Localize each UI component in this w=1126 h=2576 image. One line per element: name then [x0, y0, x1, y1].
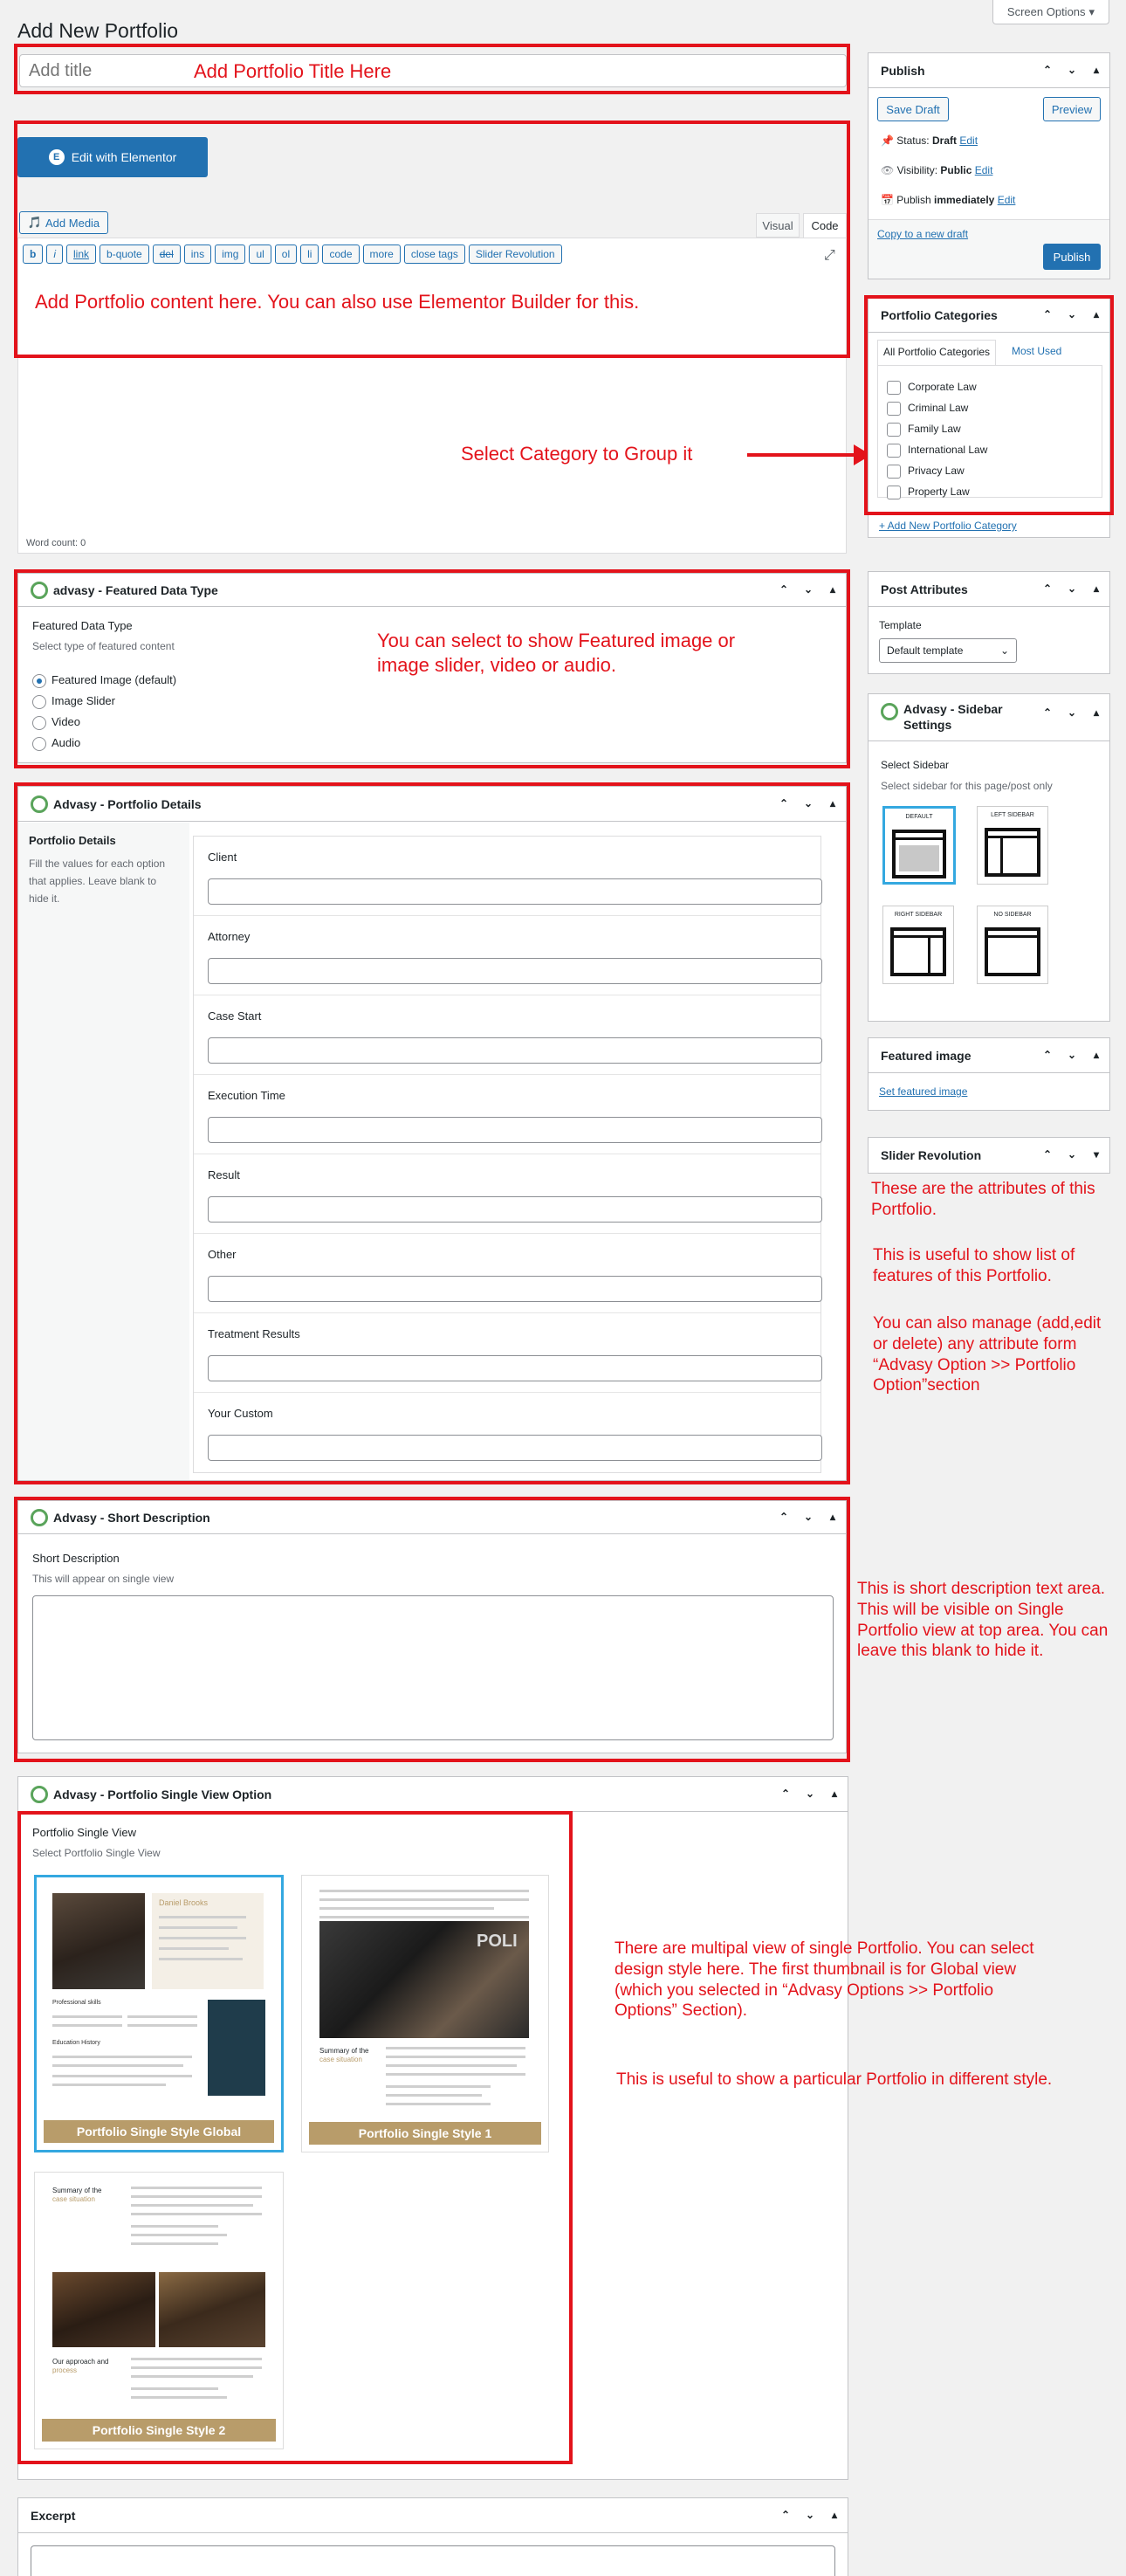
thumb-police: POLI [477, 1932, 518, 1951]
portfolio-details-box [17, 786, 847, 1481]
qt-ins[interactable]: ins [184, 245, 211, 264]
title-input[interactable] [19, 54, 847, 87]
category-international-law[interactable] [887, 439, 1093, 460]
category-family-law[interactable] [887, 418, 1093, 439]
toggle-icon[interactable]: ▾ [1093, 1148, 1100, 1161]
screen-options-label: Screen Options [1006, 5, 1086, 18]
featured-image-box [868, 1037, 1110, 1111]
categories-title: Portfolio Categories [881, 307, 998, 322]
arrow-up-icon[interactable]: ⌃ [1042, 308, 1053, 320]
box-controls [778, 1511, 839, 1523]
tab-all-categories[interactable]: All Portfolio Categories [877, 340, 996, 366]
radio-label: Image Slider [51, 694, 115, 707]
advasy-logo-icon [31, 796, 48, 813]
arrow-up-icon[interactable]: ⌃ [780, 1787, 791, 1800]
layout-default-label: DEFAULT [905, 814, 933, 820]
single-view-label: Portfolio Single View [32, 1826, 136, 1839]
short-desc-desc: This will appear on single view [32, 1573, 175, 1585]
category-arrow [747, 453, 857, 457]
template-value: Default template [887, 644, 964, 657]
field-treatment-results [194, 1313, 820, 1393]
text-line [386, 2073, 525, 2076]
sidebar-settings-box [868, 693, 1110, 1022]
thumb-process: process [52, 2366, 78, 2374]
visibility-label: Visibility: [896, 164, 938, 176]
dark-card [208, 2000, 265, 2096]
text-line [319, 1898, 529, 1901]
category-privacy-law[interactable] [887, 460, 1093, 481]
short-desc-title: Advasy - Short Description [53, 1510, 210, 1525]
field-result [194, 1154, 820, 1234]
toggle-icon[interactable]: ▴ [829, 583, 836, 596]
qt-more[interactable]: more [363, 245, 401, 264]
style-2-thumb[interactable] [34, 2172, 284, 2449]
qt-i[interactable]: i [46, 245, 63, 264]
toggle-icon[interactable]: ▴ [1093, 1049, 1100, 1061]
checkbox [887, 381, 901, 395]
text-line [131, 2213, 262, 2215]
preview-button[interactable]: Preview [1043, 97, 1101, 121]
category-criminal-law[interactable] [887, 397, 1093, 418]
media-icon: 🎵 [27, 216, 43, 229]
advasy-logo-icon [31, 1509, 48, 1526]
field-client [194, 837, 820, 916]
caret-down-icon: ▾ [1088, 4, 1095, 18]
template-select[interactable] [879, 638, 1017, 663]
thumb-pro: Professional skills [52, 2000, 101, 2006]
short-desc-label: Short Description [32, 1552, 120, 1565]
toggle-icon[interactable]: ▴ [831, 2509, 838, 2521]
field-label: Result [208, 1168, 240, 1181]
arrow-down-icon[interactable]: ⌄ [1067, 64, 1077, 76]
radio-dot [32, 674, 46, 688]
text-line [52, 2075, 192, 2077]
featured-type-label: Featured Data Type [32, 619, 133, 632]
thumb-name: Daniel Brooks [159, 1898, 209, 1907]
category-label: Corporate Law [908, 381, 977, 393]
publish-label: Publish [896, 194, 931, 206]
other-input[interactable] [208, 1276, 822, 1302]
layout-left-label: LEFT SIDEBAR [991, 812, 1034, 818]
excerpt-textarea[interactable] [31, 2545, 835, 2576]
publish-title: Publish [881, 63, 925, 78]
style-global-caption: Portfolio Single Style Global [44, 2120, 274, 2143]
sidebar-label: Select Sidebar [881, 759, 950, 771]
arrow-up-icon[interactable]: ⌃ [1042, 582, 1053, 595]
radio-video[interactable] [32, 712, 176, 733]
text-line [131, 2195, 262, 2198]
text-line [319, 1916, 529, 1918]
your-custom-input[interactable] [208, 1435, 822, 1461]
category-property-law[interactable] [887, 481, 1093, 502]
text-line [52, 2084, 166, 2086]
text-line [131, 2242, 218, 2245]
elementor-icon: E [49, 149, 65, 165]
post-attributes-header [869, 572, 1109, 607]
qt-ul[interactable]: ul [249, 245, 271, 264]
details-fields [193, 836, 821, 1473]
toggle-icon[interactable]: ▴ [831, 1787, 838, 1800]
portrait-image [52, 1893, 145, 1989]
status-row [881, 134, 978, 147]
profile-card [152, 1893, 264, 1989]
attributes-annotation-2: This is useful to show list of features of this Portfolio. [873, 1246, 1075, 1285]
short-desc-box [17, 1500, 847, 1753]
qt-li[interactable]: li [300, 245, 319, 264]
thumb-summary-2: Summary of the [52, 2187, 102, 2194]
slider-revolution-header [869, 1138, 1109, 1173]
word-count: Word count: 0 [26, 538, 86, 548]
arrow-down-icon[interactable]: ⌄ [1067, 1049, 1077, 1061]
publish-header [869, 53, 1109, 88]
slider-revolution-title: Slider Revolution [881, 1148, 982, 1162]
field-label: Your Custom [208, 1407, 273, 1420]
single-view-header [18, 1777, 848, 1812]
arrow-up-icon[interactable]: ⌃ [1042, 706, 1053, 719]
text-line [319, 1890, 529, 1892]
client-input[interactable] [208, 878, 822, 905]
arrow-up-icon[interactable]: ⌃ [779, 583, 789, 596]
arrow-up-icon[interactable]: ⌃ [1042, 1148, 1053, 1161]
field-execution-time [194, 1075, 820, 1154]
category-list [877, 365, 1102, 498]
publish-row [881, 194, 1015, 206]
text-line [159, 1937, 246, 1939]
field-label: Other [208, 1248, 237, 1261]
sidebar-desc: Select sidebar for this page/post only [881, 780, 1053, 792]
skill-bar [127, 2015, 197, 2018]
qt-code[interactable]: code [322, 245, 359, 264]
text-line [131, 2204, 253, 2207]
checkbox [887, 444, 901, 458]
arrow-down-icon[interactable]: ⌄ [803, 1511, 814, 1523]
eye-icon: 👁 [881, 164, 897, 176]
featured-type-options [32, 670, 176, 754]
box-controls [778, 797, 839, 809]
arrow-up-icon[interactable]: ⌃ [780, 2509, 791, 2521]
category-label: International Law [908, 444, 988, 456]
qt-bquote[interactable]: b-quote [100, 245, 149, 264]
arrow-down-icon[interactable]: ⌄ [805, 1787, 815, 1800]
text-line [159, 1926, 237, 1929]
radio-label: Audio [51, 736, 81, 749]
layout-none-label: NO SIDEBAR [993, 912, 1032, 918]
visibility-value: Public [940, 164, 972, 176]
fullscreen-icon[interactable]: ⤢ [824, 248, 835, 263]
box-controls [1041, 308, 1102, 320]
arrow-down-icon[interactable]: ⌄ [805, 2509, 815, 2521]
excerpt-header [18, 2498, 848, 2533]
text-line [386, 2094, 482, 2097]
qt-b[interactable]: b [23, 245, 43, 264]
text-line [131, 2234, 227, 2236]
box-controls [1041, 1148, 1102, 1161]
status-edit-link[interactable]: Edit [959, 134, 978, 147]
field-your-custom [194, 1393, 820, 1472]
style-1-thumb[interactable] [301, 1875, 549, 2152]
chevron-down-icon: ⌄ [999, 644, 1009, 657]
tab-code[interactable]: Code [803, 213, 847, 238]
arrow-up-icon[interactable]: ⌃ [779, 1511, 789, 1523]
pin-icon: 📌 [881, 134, 897, 147]
single-view-box [17, 1776, 848, 2480]
toggle-icon[interactable]: ▴ [1093, 308, 1100, 320]
featured-image-title: Featured image [881, 1048, 972, 1063]
style-1-caption: Portfolio Single Style 1 [309, 2122, 541, 2145]
text-line [131, 2187, 262, 2189]
arrow-down-icon[interactable]: ⌄ [1067, 1148, 1077, 1161]
radio-image-slider[interactable] [32, 691, 176, 712]
sidebar-settings-title: Advasy - Sidebar Settings [903, 702, 1003, 732]
sidebar-settings-header [869, 694, 1109, 741]
publish-button[interactable]: Publish [1043, 244, 1101, 270]
radio-featured-image[interactable] [32, 670, 176, 691]
layout-no-sidebar[interactable] [977, 906, 1048, 984]
text-line [386, 2103, 491, 2105]
categories-header [869, 298, 1109, 333]
template-label: Template [879, 619, 922, 631]
style-global-thumb[interactable] [34, 1875, 284, 2152]
add-media-label: Add Media [45, 216, 100, 230]
checkbox [887, 465, 901, 479]
publish-value: immediately [933, 194, 995, 206]
excerpt-box [17, 2497, 848, 2576]
layout-none-icon [985, 927, 1040, 976]
box-controls [779, 2509, 841, 2521]
text-line [131, 2375, 253, 2378]
qt-ol[interactable]: ol [275, 245, 297, 264]
box-controls [1041, 64, 1102, 76]
toggle-icon[interactable]: ▴ [1093, 64, 1100, 76]
elementor-button[interactable] [17, 137, 208, 177]
field-other [194, 1234, 820, 1313]
radio-audio[interactable] [32, 733, 176, 754]
qt-slider-revolution[interactable]: Slider Revolution [469, 245, 562, 264]
radio-dot [32, 737, 46, 751]
short-desc-textarea[interactable] [32, 1595, 834, 1740]
category-corporate-law[interactable] [887, 376, 1093, 397]
toggle-icon[interactable]: ▴ [1093, 582, 1100, 595]
text-line [131, 2366, 262, 2369]
field-label: Treatment Results [208, 1327, 300, 1340]
arrow-up-icon[interactable]: ⌃ [1042, 64, 1053, 76]
visibility-edit-link[interactable]: Edit [974, 164, 993, 176]
post-attributes-box [868, 571, 1110, 674]
toggle-icon[interactable]: ▴ [1093, 706, 1100, 719]
text-line [131, 2387, 218, 2390]
field-attorney [194, 916, 820, 995]
quicktags-toolbar [23, 245, 566, 264]
category-label: Family Law [908, 423, 961, 435]
box-controls [1041, 706, 1102, 719]
text-line [386, 2085, 491, 2088]
radio-dot [32, 695, 46, 709]
text-line [52, 2056, 192, 2058]
arrow-down-icon[interactable]: ⌄ [803, 797, 814, 809]
layout-right-sidebar[interactable] [882, 906, 954, 984]
result-input[interactable] [208, 1196, 822, 1223]
advasy-logo-icon [31, 582, 48, 599]
layout-right-icon [890, 927, 946, 976]
set-featured-image-link[interactable]: Set featured image [879, 1085, 968, 1098]
layout-default[interactable] [882, 806, 956, 885]
excerpt-title: Excerpt [31, 2508, 76, 2523]
checkbox [887, 423, 901, 437]
text-line [159, 1916, 246, 1918]
thumb-summary-1: Summary of the [319, 2047, 369, 2055]
advasy-logo-icon [881, 703, 898, 720]
box-controls [1041, 1049, 1102, 1061]
short-desc-annotation: This is short description text area. This will be visible on Single Portfolio view at top area. You can leave this blank to hide it. [857, 1580, 1109, 1661]
qt-del[interactable]: del [153, 245, 181, 264]
thumb-edu: Education History [52, 2040, 100, 2046]
portfolio-details-title: Advasy - Portfolio Details [53, 796, 202, 811]
layout-default-icon [892, 830, 946, 878]
skill-bar [52, 2024, 122, 2027]
box-controls [1041, 582, 1102, 595]
post-attributes-title: Post Attributes [881, 582, 968, 596]
box-controls [779, 1787, 841, 1800]
layout-left-icon [985, 828, 1040, 877]
categories-box [868, 297, 1110, 538]
attorney-input[interactable] [208, 958, 822, 984]
text-line [131, 2358, 262, 2360]
thumb-approach: Our approach and [52, 2358, 109, 2366]
featured-type-desc: Select type of featured content [32, 640, 175, 652]
status-value: Draft [931, 134, 957, 147]
page-title: Add New Portfolio [17, 19, 179, 42]
elementor-label: Edit with Elementor [71, 150, 177, 164]
publish-edit-link[interactable]: Edit [997, 194, 1016, 206]
skill-bar [52, 2015, 122, 2018]
radio-dot [32, 716, 46, 730]
text-line [131, 2396, 227, 2399]
single-view-annotation-2: This is useful to show a particular Portfolio in different style. [616, 2070, 1053, 2089]
save-draft-button[interactable]: Save Draft [877, 97, 949, 121]
checkbox [887, 402, 901, 416]
skill-bar [127, 2024, 197, 2027]
publish-box [868, 52, 1110, 279]
tab-visual[interactable]: Visual [756, 213, 800, 238]
slider-revolution-box [868, 1137, 1110, 1174]
text-line [159, 1947, 229, 1950]
add-category-link[interactable]: + Add New Portfolio Category [879, 520, 1017, 532]
layout-right-label: RIGHT SIDEBAR [894, 912, 943, 918]
qt-link[interactable]: link [66, 245, 96, 264]
featured-type-title: advasy - Featured Data Type [53, 582, 218, 597]
text-line [131, 2225, 218, 2228]
details-side-label: Portfolio Details [29, 834, 116, 847]
radio-label: Featured Image (default) [51, 673, 177, 686]
text-line [319, 1907, 494, 1910]
category-annotation: Select Category to Group it [461, 443, 693, 465]
thumb-case-2: case situation [52, 2195, 95, 2203]
copy-draft-link[interactable]: Copy to a new draft [877, 228, 969, 240]
field-label: Attorney [208, 930, 251, 943]
category-label: Criminal Law [908, 402, 969, 414]
text-line [159, 1958, 243, 1960]
layout-left-sidebar[interactable] [977, 806, 1048, 885]
radio-label: Video [51, 715, 81, 728]
arrow-down-icon[interactable]: ⌄ [803, 583, 814, 596]
status-label: Status: [896, 134, 930, 147]
qt-img[interactable]: img [215, 245, 245, 264]
text-line [52, 2064, 183, 2067]
thumb-case-1: case situation [319, 2056, 362, 2063]
text-line [386, 2047, 525, 2049]
featured-annotation: You can select to show Featured image or image slider, video or audio. [377, 630, 736, 676]
attributes-annotation-1: These are the attributes of this Portfolio. [871, 1180, 1095, 1219]
text-line [386, 2056, 525, 2058]
single-view-title: Advasy - Portfolio Single View Option [53, 1787, 272, 1801]
tab-most-used[interactable]: Most Used [1012, 345, 1062, 357]
screen-options-button[interactable] [992, 0, 1109, 24]
title-annotation: Add Portfolio Title Here [194, 60, 392, 82]
arrow-down-icon[interactable]: ⌄ [1067, 308, 1077, 320]
single-view-annotation: There are multipal view of single Portfolio. You can select design style here. The first thumbnail is for Global view (which you selected in “Advasy Options >> Portfolio Options” Section). [614, 1939, 1034, 2021]
field-label: Execution Time [208, 1089, 285, 1102]
advasy-logo-icon [31, 1786, 48, 1803]
court-image-1 [52, 2272, 155, 2347]
qt-close-tags[interactable]: close tags [404, 245, 465, 264]
execution-time-input[interactable] [208, 1117, 822, 1143]
portfolio-details-header [18, 787, 846, 822]
field-case-start [194, 995, 820, 1075]
featured-image-header [869, 1038, 1109, 1073]
text-line [386, 2064, 517, 2067]
toggle-icon[interactable]: ▴ [829, 1511, 836, 1523]
details-side-desc: Fill the values for each option that applies. Leave blank to hide it. [29, 858, 166, 905]
category-label: Property Law [908, 486, 970, 498]
calendar-icon: 📅 [881, 194, 897, 206]
toggle-icon[interactable]: ▴ [829, 797, 836, 809]
content-annotation: Add Portfolio content here. You can also use Elementor Builder for this. [35, 291, 640, 313]
arrow-down-icon[interactable]: ⌄ [1067, 582, 1077, 595]
arrow-up-icon[interactable]: ⌃ [1042, 1049, 1053, 1061]
visibility-row [881, 164, 992, 176]
single-view-desc: Select Portfolio Single View [32, 1847, 161, 1859]
add-media-button[interactable] [19, 211, 108, 234]
arrow-up-icon[interactable]: ⌃ [779, 797, 789, 809]
case-start-input[interactable] [208, 1037, 822, 1064]
arrow-down-icon[interactable]: ⌄ [1067, 706, 1077, 719]
checkbox [887, 486, 901, 499]
featured-type-header [18, 574, 846, 607]
treatment-results-input[interactable] [208, 1355, 822, 1381]
attributes-annotation-3: You can also manage (add,edit or delete) any attribute form “Advasy Option >> Portfolio Option”section [873, 1314, 1102, 1395]
box-controls [778, 583, 839, 596]
details-side-panel [18, 823, 189, 1480]
field-label: Client [208, 851, 237, 864]
court-image-2 [159, 2272, 265, 2347]
field-label: Case Start [208, 1009, 262, 1023]
short-desc-header [18, 1501, 846, 1534]
style-2-caption: Portfolio Single Style 2 [42, 2419, 276, 2442]
category-label: Privacy Law [908, 465, 965, 477]
